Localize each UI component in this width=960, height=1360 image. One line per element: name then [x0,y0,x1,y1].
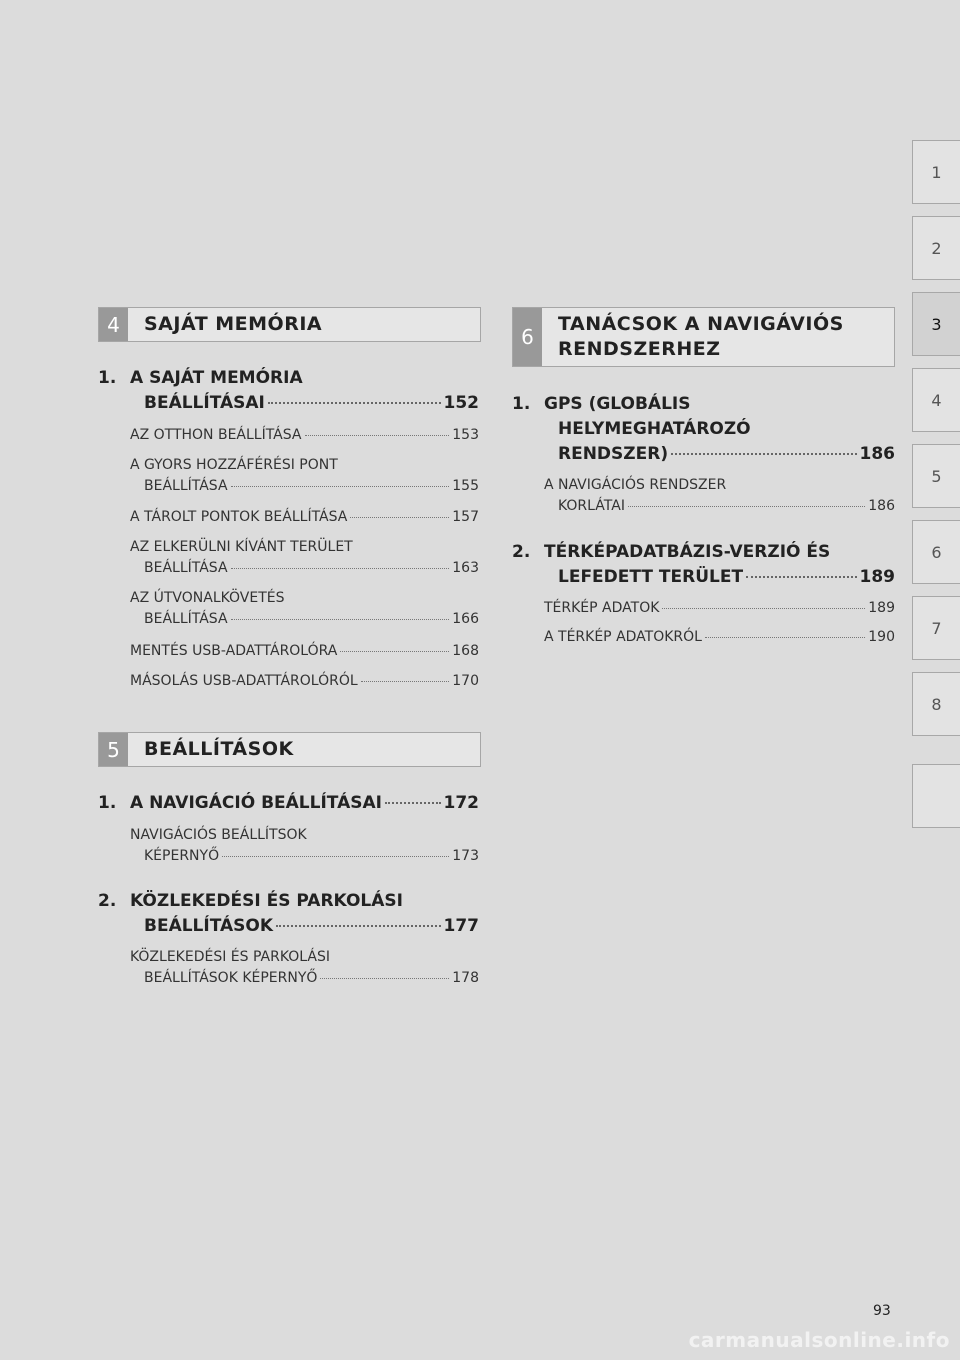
dot-leader [305,435,450,436]
entry-title-line: RENDSZER) [558,444,669,464]
page-ref: 177 [443,916,479,936]
dot-leader [385,802,441,804]
entry-title-line: LEFEDETT TERÜLET [558,567,744,587]
page-ref: 189 [868,600,895,616]
page-ref: 168 [452,643,479,659]
entry-title-line: AZ ELKERÜLNI KÍVÁNT TERÜLET [130,539,353,555]
chapter-tab-label: 2 [931,238,942,258]
toc-entry-main[interactable] [98,791,479,816]
toc-entry-main[interactable] [512,392,895,467]
entry-title-line: GPS (GLOBÁLIS [544,394,691,414]
toc-entry-sub[interactable] [512,627,895,648]
toc-entry-main[interactable] [98,889,479,939]
chapter-tab-6[interactable] [912,520,960,584]
toc-entry-sub[interactable] [512,475,895,517]
entry-title-line: BEÁLLÍTÁSAI [144,393,265,413]
entry-title-line: TÉRKÉPADATBÁZIS-VERZIÓ ÉS [544,542,831,562]
watermark: carmanualsonline.info [688,1328,950,1352]
page-ref: 166 [452,611,479,627]
section-number: 4 [99,308,128,341]
page-number: 93 [873,1303,891,1319]
entry-title-line: NAVIGÁCIÓS BEÁLLÍTSOK [130,827,307,843]
toc-entry-sub[interactable] [98,537,479,579]
dot-leader [340,651,449,652]
entry-title-line: A TÁROLT PONTOK BEÁLLÍTÁSA [130,509,348,525]
dot-leader [350,517,449,518]
chapter-tab-label: 5 [931,466,942,486]
page-ref: 178 [452,970,479,986]
entry-title-line: A GYORS HOZZÁFÉRÉSI PONT [130,457,338,473]
section-title: BEÁLLÍTÁSOK [144,738,294,760]
entry-title-line: A NAVIGÁCIÓ BEÁLLÍTÁSAI [130,793,382,813]
entry-title-line: HELYMEGHATÁROZÓ [558,419,751,439]
toc-entry-main[interactable] [512,540,895,590]
section-title: SAJÁT MEMÓRIA [144,313,323,335]
entry-title-line: A SAJÁT MEMÓRIA [130,368,303,388]
toc-entry-sub[interactable] [98,425,479,446]
page-ref: 163 [452,560,479,576]
dot-leader [746,576,856,578]
chapter-tab-blank[interactable] [912,764,960,828]
chapter-tab-label: 3 [931,314,942,334]
entry-title-line: KÖZLEKEDÉSI ÉS PARKOLÁSI [130,891,403,911]
page-ref: 152 [443,393,479,413]
toc-entry-sub[interactable] [512,598,895,619]
section-header-6 [512,307,895,367]
dot-leader [705,637,865,638]
toc-entry-sub[interactable] [98,455,479,497]
page-ref: 173 [452,848,479,864]
entry-title-line: BEÁLLÍTÁSA [144,478,228,494]
section-title: RENDSZERHEZ [558,338,721,360]
entry-title-line: KÖZLEKEDÉSI ÉS PARKOLÁSI [130,949,330,965]
entry-title-line: A NAVIGÁCIÓS RENDSZER [544,477,727,493]
entry-title-line: KÉPERNYŐ [144,848,220,864]
toc-entry-sub[interactable] [98,507,479,528]
dot-leader [662,608,865,609]
dot-leader [628,506,865,507]
toc-entry-sub[interactable] [98,588,479,630]
toc-entry-sub[interactable] [98,641,479,662]
dot-leader [231,619,450,620]
chapter-tab-7[interactable] [912,596,960,660]
page-ref: 155 [452,478,479,494]
page-ref: 153 [452,427,479,443]
entry-number: 1. [512,394,531,414]
chapter-tab-1[interactable] [912,140,960,204]
chapter-tab-2[interactable] [912,216,960,280]
toc-entry-sub[interactable] [98,671,479,692]
chapter-tab-label: 7 [931,618,942,638]
entry-title-line: BEÁLLÍTÁSOK [144,916,274,936]
section-number: 5 [99,733,128,766]
entry-title-line: AZ ÚTVONALKÖVETÉS [130,590,285,606]
dot-leader [320,978,449,979]
section-title: TANÁCSOK A NAVIGÁVIÓS [558,313,844,335]
dot-leader [671,453,856,455]
page-ref: 157 [452,509,479,525]
entry-number: 2. [512,542,531,562]
chapter-tab-3[interactable] [912,292,960,356]
page-ref: 172 [443,793,479,813]
page-ref: 190 [868,629,895,645]
entry-number: 1. [98,368,117,388]
entry-title-line: TÉRKÉP ADATOK [544,600,660,616]
toc-entry-sub[interactable] [98,825,479,867]
entry-title-line: BEÁLLÍTÁSOK KÉPERNYŐ [144,970,318,986]
entry-title-line: MENTÉS USB-ADATTÁROLÓRA [130,643,338,659]
entry-number: 2. [98,891,117,911]
section-header-4 [98,307,481,342]
entry-title-line: KORLÁTAI [558,498,625,514]
section-number: 6 [513,308,542,366]
toc-entry-sub[interactable] [98,947,479,989]
chapter-tab-label: 8 [931,694,942,714]
dot-leader [231,568,450,569]
chapter-tab-8[interactable] [912,672,960,736]
dot-leader [268,402,441,404]
chapter-tab-label: 6 [931,542,942,562]
dot-leader [231,486,450,487]
entry-title-line: AZ OTTHON BEÁLLÍTÁSA [130,427,302,443]
section-header-5 [98,732,481,767]
entry-title-line: A TÉRKÉP ADATOKRÓL [544,629,702,645]
page-ref: 170 [452,673,479,689]
page-ref: 186 [859,444,895,464]
entry-title-line: BEÁLLÍTÁSA [144,611,228,627]
entry-title-line: MÁSOLÁS USB-ADATTÁROLÓRÓL [130,673,358,689]
entry-number: 1. [98,793,117,813]
dot-leader [276,925,440,927]
entry-title-line: BEÁLLÍTÁSA [144,560,228,576]
page-ref: 189 [859,567,895,587]
toc-entry-main[interactable] [98,366,479,416]
chapter-tab-label: 4 [931,390,942,410]
chapter-tab-label: 1 [931,162,942,182]
chapter-tab-5[interactable] [912,444,960,508]
page-ref: 186 [868,498,895,514]
dot-leader [361,681,450,682]
dot-leader [222,856,449,857]
chapter-tab-4[interactable] [912,368,960,432]
